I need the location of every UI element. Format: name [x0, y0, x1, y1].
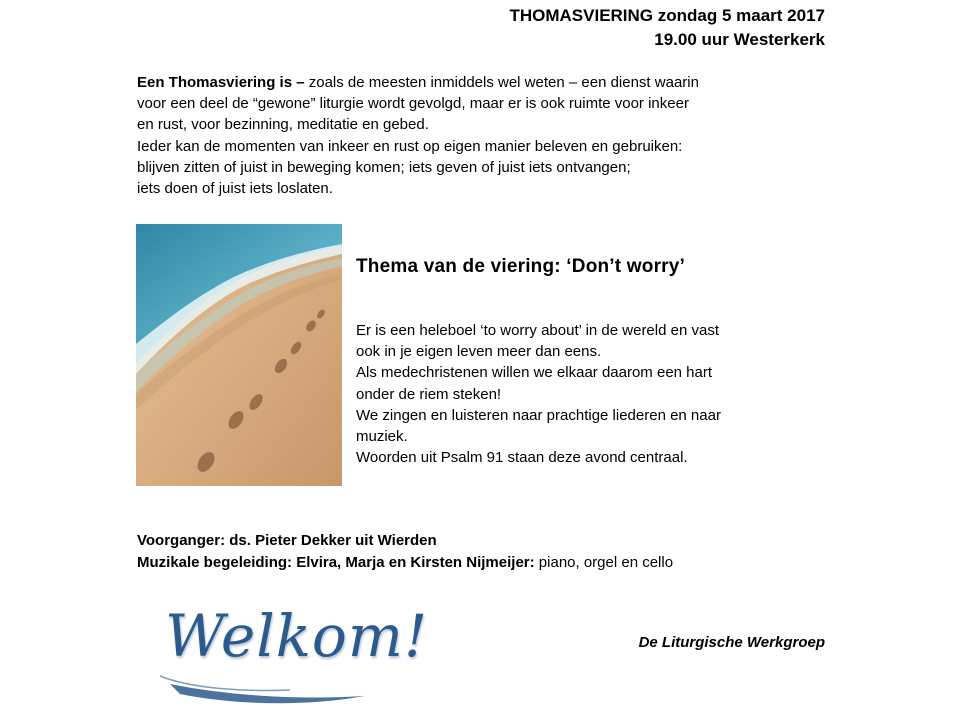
event-title: THOMASVIERING zondag 5 maart 2017 [509, 6, 825, 25]
welkom-logo [150, 596, 429, 711]
beach-footprints-illustration [136, 224, 342, 486]
intro-line-4: Ieder kan de momenten van inkeer en rust op eigen manier beleven en gebruiken: [137, 137, 683, 155]
signature: De Liturgische Werkgroep [638, 634, 825, 651]
theme-line-5: We zingen en luisteren naar prachtige liederen en naar [356, 406, 721, 424]
theme-line-1: Er is een heleboel ‘to worry about’ in de wereld en vast [356, 322, 719, 339]
intro-line-1: zoals de meesten inmiddels wel weten – een dienst waarin [308, 74, 699, 91]
intro-line-2: voor een deel de “gewone” liturgie wordt gevolgd, maar er is ook ruimte voor inkeer [137, 95, 689, 113]
beach-footprints-photo [136, 224, 342, 486]
theme-line-4: onder de riem steken! [356, 385, 502, 403]
muziek-label: Muzikale begeleiding: Elvira, Marja en Kirsten Nijmeijer: [137, 554, 535, 571]
intro-paragraph [137, 72, 837, 199]
theme-title: Thema van de viering: ‘Don’t worry’ [356, 256, 686, 277]
theme-line-6: muziek. [356, 428, 408, 446]
event-time-place: 19.00 uur Westerkerk [654, 30, 825, 49]
muziek-instrumenten: piano, orgel en cello [538, 554, 674, 571]
intro-line-5: blijven zitten of juist in beweging komen; iets geven of juist iets ontvangen; [137, 158, 631, 176]
theme-paragraph [356, 320, 816, 468]
welkom-text: Welkom! [165, 602, 429, 670]
theme-line-7: Woorden uit Psalm 91 staan deze avond centraal. [356, 449, 688, 467]
event-header [509, 4, 825, 52]
theme-line-2: ook in je eigen leven meer dan eens. [356, 343, 602, 361]
credits [137, 530, 857, 574]
intro-lead: Een Thomasviering is – [137, 74, 305, 91]
intro-line-6: iets doen of juist iets loslaten. [137, 180, 333, 198]
intro-line-3: en rust, voor bezinning, meditatie en gebed. [137, 116, 429, 134]
voorganger: Voorganger: ds. Pieter Dekker uit Wierden [137, 532, 437, 549]
theme-line-3: Als medechristenen willen we elkaar daarom een hart [356, 364, 713, 382]
